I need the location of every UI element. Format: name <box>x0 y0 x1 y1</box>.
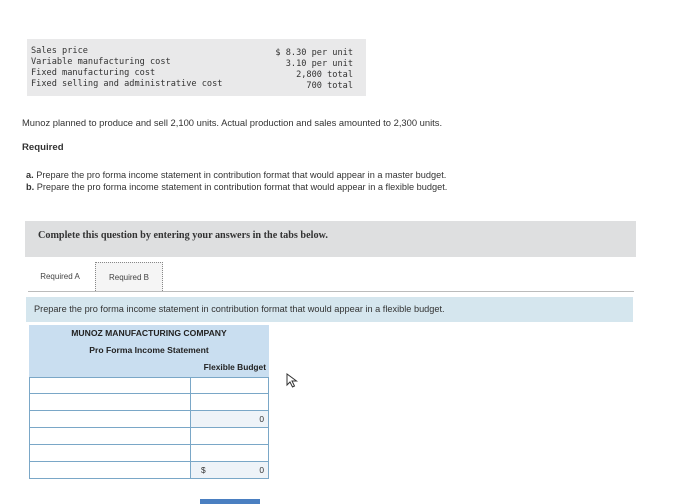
table-row <box>29 377 269 394</box>
row-label-input[interactable] <box>30 378 191 393</box>
row-value-input[interactable] <box>191 411 268 427</box>
required-list <box>26 169 447 193</box>
tab-required-a[interactable]: Required A <box>28 262 92 291</box>
cost-value: $ 8.30 per unit <box>275 48 353 58</box>
row-value-input[interactable] <box>191 394 268 410</box>
row-value-input[interactable] <box>191 378 268 393</box>
required-heading: Required <box>22 142 64 153</box>
production-paragraph: Munoz planned to produce and sell 2,100 units. Actual production and sales amounted to 2,300 units. <box>22 117 443 128</box>
cost-value: 2,800 total <box>296 70 353 80</box>
table-row <box>29 394 269 411</box>
row-label-input[interactable] <box>30 411 191 427</box>
cost-value: 3.10 per unit <box>285 59 353 69</box>
required-item-marker: b. <box>26 182 35 192</box>
company-name: MUNOZ MANUFACTURING COMPANY <box>71 328 227 338</box>
table-row <box>29 462 269 479</box>
row-label-input[interactable] <box>30 428 191 444</box>
task-instruction-bar <box>26 297 633 322</box>
cost-labels <box>31 46 222 90</box>
income-statement <box>29 325 269 475</box>
row-label-input[interactable] <box>30 394 191 410</box>
row-label-input[interactable] <box>30 445 191 461</box>
table-row <box>29 428 269 445</box>
column-header <box>29 358 269 377</box>
cost-data-box <box>27 39 366 96</box>
row-value: 0 <box>259 414 264 424</box>
cost-label: Variable manufacturing cost <box>31 57 171 67</box>
statement-header <box>29 325 269 358</box>
required-item-text: Prepare the pro forma income statement in contribution format that would appear in a master budget. <box>33 170 447 180</box>
required-item-a <box>26 169 447 181</box>
cost-label: Fixed selling and administrative cost <box>31 79 223 89</box>
table-row <box>29 411 269 428</box>
cost-values <box>275 48 353 92</box>
statement-grid <box>29 377 269 479</box>
table-row <box>29 445 269 462</box>
cost-label: Sales price <box>31 46 88 56</box>
task-instruction-text: Prepare the pro forma income statement in contribution format that would appear in a flexible budget. <box>34 304 445 314</box>
cost-label: Fixed manufacturing cost <box>31 68 156 78</box>
tab-divider <box>28 291 634 292</box>
currency-symbol: $ <box>201 465 206 475</box>
row-value-input[interactable] <box>191 428 268 444</box>
instructions-banner <box>25 221 636 257</box>
column-header-label: Flexible Budget <box>203 362 266 372</box>
required-item-text: Prepare the pro forma income statement in contribution format that would appear in a flexible budget. <box>34 182 448 192</box>
scroll-indicator <box>200 499 260 504</box>
row-label-input[interactable] <box>30 462 191 478</box>
mouse-cursor-icon <box>286 373 300 389</box>
tab-required-b[interactable]: Required B <box>95 262 163 291</box>
required-item-marker: a. <box>26 170 34 180</box>
cost-value: 700 total <box>306 81 353 91</box>
row-value-input[interactable] <box>191 462 268 478</box>
row-value: 0 <box>259 465 264 475</box>
instructions-banner-text: Complete this question by entering your answers in the tabs below. <box>38 230 328 241</box>
row-value-input[interactable] <box>191 445 268 461</box>
required-item-b <box>26 181 447 193</box>
statement-title: Pro Forma Income Statement <box>89 345 209 355</box>
